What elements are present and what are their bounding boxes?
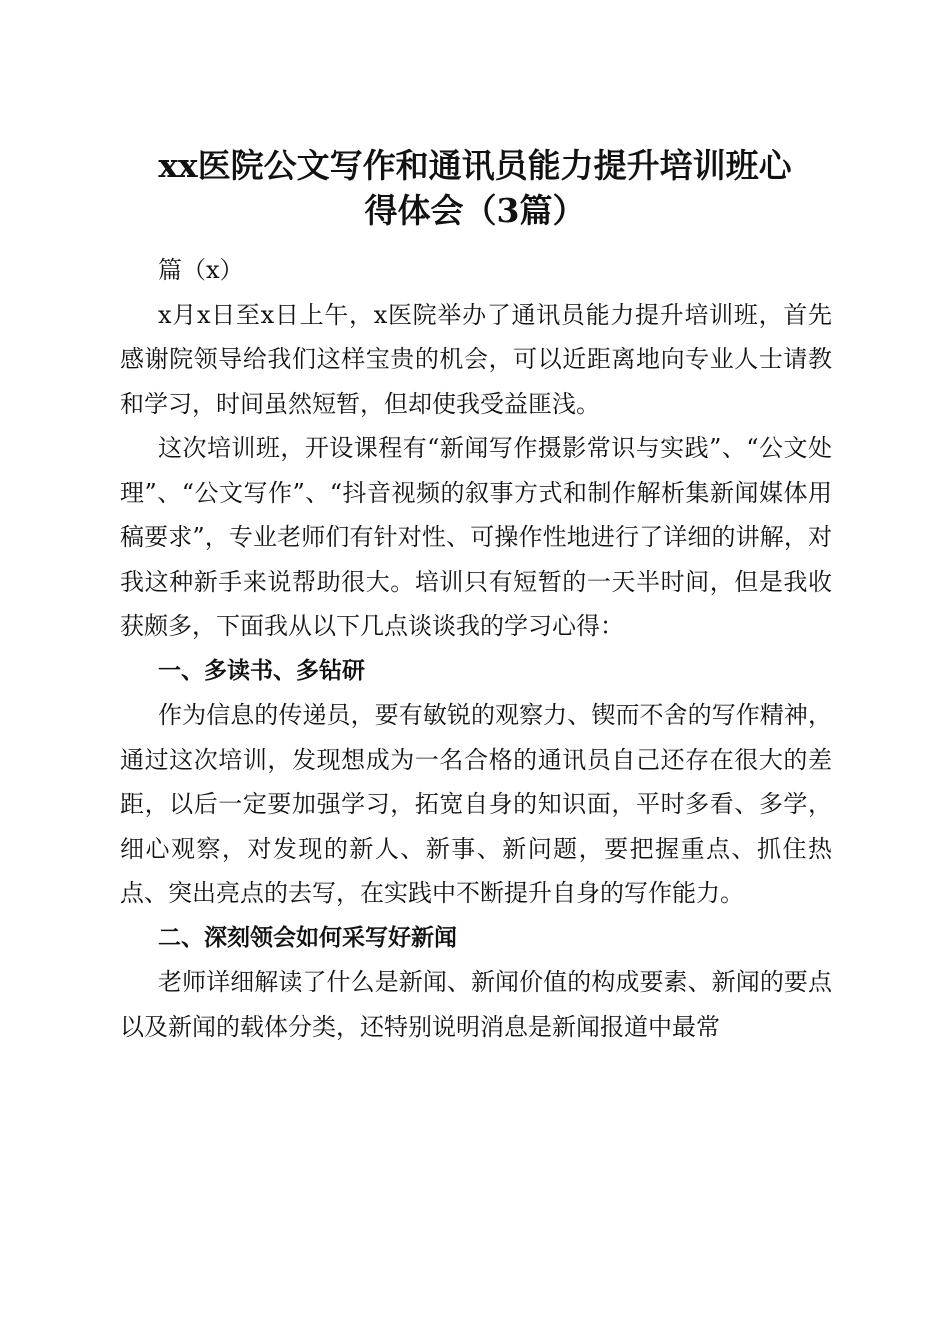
document-title-line-2: 得体会（3篇） bbox=[364, 191, 586, 230]
document-title-line-1: xx医院公文写作和通讯员能力提升培训班心 bbox=[158, 146, 792, 185]
section-label: 篇（x） bbox=[158, 256, 244, 284]
document-body bbox=[120, 248, 832, 1049]
heading-2: 二、深刻领会如何采写好新闻 bbox=[158, 924, 457, 951]
paragraph-4: 老师详细解读了什么是新闻、新闻价值的构成要素、新闻的要点以及新闻的载体分类，还特别说明消息是新闻报道中最常 bbox=[120, 968, 832, 1041]
heading-1: 一、多读书、多钻研 bbox=[158, 657, 365, 684]
paragraph-1: x月x日至x日上午，x医院举办了通讯员能力提升培训班，首先感谢院领导给我们这样宝贵的机会，可以近距离地向专业人士请教和学习，时间虽然短暂，但却使我受益匪浅。 bbox=[120, 300, 832, 418]
paragraph-2: 这次培训班，开设课程有“新闻写作摄影常识与实践”、“公文处理”、“公文写作”、“抖音视频的叙事方式和制作解析集新闻媒体用稿要求”，专业老师们有针对性、可操作性地进行了详细的讲解，对我这种新手来说帮助很大。培训只有短暂的一天半时间，但是我收获颇多，下面我从以下几点谈谈我的学习心得： bbox=[120, 434, 832, 640]
paragraph-3: 作为信息的传递员，要有敏锐的观察力、锲而不舍的写作精神，通过这次培训，发现想成为一名合格的通讯员自己还存在很大的差距，以后一定要加强学习，拓宽自身的知识面，平时多看、多学，细心观察，对发现的新人、新事、新问题，要把握重点、抓住热点、突出亮点的去写，在实践中不断提升自身的写作能力。 bbox=[120, 701, 832, 907]
